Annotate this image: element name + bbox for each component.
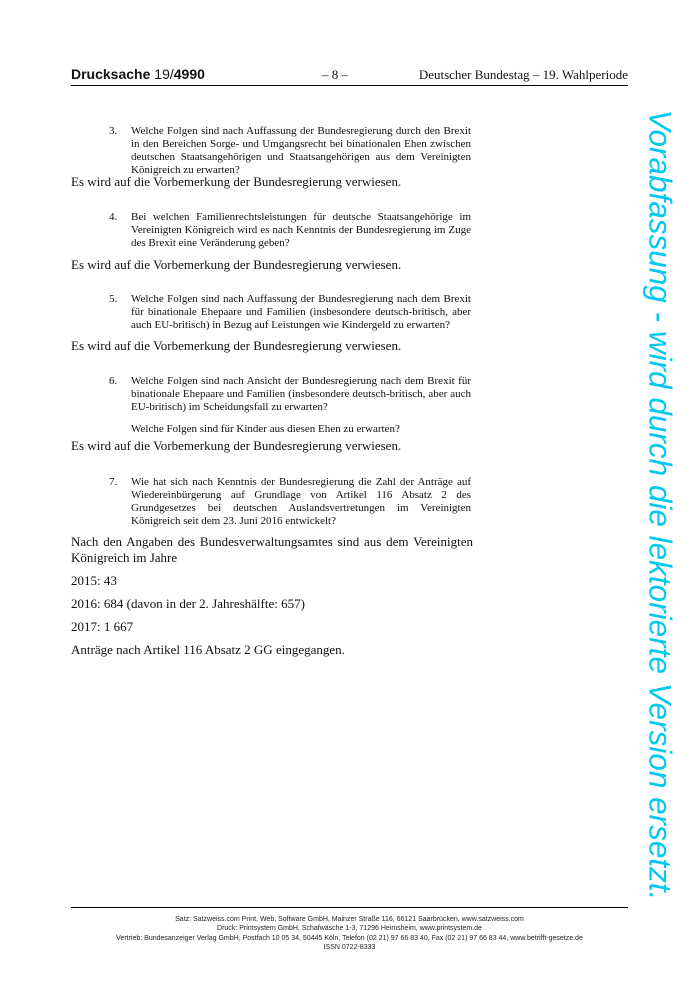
- answer-5: [71, 338, 473, 354]
- answer-intro: Nach den Angaben des Bundesverwaltungsamtes sind aus dem Vereinigten Königreich im Jahre: [71, 534, 473, 565]
- question-text: Welche Folgen sind nach Ansicht der Bundesregierung nach dem Brexit für binationale Ehepaare und Familien (insbesondere deutsch-britisch, aber auch EU-britisch) im Scheidungsfall zu erwarten?: [131, 375, 471, 413]
- question-followup: Welche Folgen sind für Kinder aus diesen Ehen zu erwarten?: [131, 423, 400, 435]
- answer-text: Es wird auf die Vorbemerkung der Bundesregierung verwiesen.: [71, 257, 402, 272]
- answer-outro: Anträge nach Artikel 116 Absatz 2 GG eingegangen.: [71, 642, 345, 657]
- question-5: [109, 293, 471, 332]
- answer-7: [71, 534, 473, 658]
- parliament-label: Deutscher Bundestag – 19. Wahlperiode: [418, 67, 628, 82]
- document-id: [71, 66, 205, 82]
- page-header: [71, 66, 628, 86]
- doc-number: 4990: [173, 66, 205, 82]
- answer-text: Es wird auf die Vorbemerkung der Bundesregierung verwiesen.: [71, 174, 402, 189]
- question-number: 6.: [109, 375, 118, 387]
- question-text: Welche Folgen sind nach Auffassung der Bundesregierung nach dem Brexit für binationale Ehepaare und Familien (insbesondere deutsch-britisch, aber auch EU-britisch) in Bezug auf Leistungen wie Kindergeld zu erwarten?: [131, 293, 471, 331]
- question-3: [109, 125, 471, 177]
- header-divider: [71, 85, 628, 86]
- question-number: 7.: [109, 476, 118, 488]
- answer-year-2017: 2017: 1 667: [71, 619, 134, 634]
- footer-distribution: Vertrieb: Bundesanzeiger Verlag GmbH, Postfach 10 05 34, 50445 Köln, Telefon (02 21) 97 66 83 40, Fax (02 21) 97 66 83 44, www.betrifft-gesetze.de: [116, 934, 583, 942]
- footer-printing: Druck: Printsystem GmbH, Schafwäsche 1-3, 71296 Heimsheim, www.printsystem.de: [217, 925, 482, 933]
- page-footer: [71, 915, 628, 953]
- answer-3: [71, 174, 473, 190]
- question-number: 3.: [109, 125, 118, 137]
- question-7: [109, 476, 471, 528]
- doc-label: Drucksache: [71, 66, 151, 82]
- footer-divider: [71, 907, 628, 908]
- answer-text: Es wird auf die Vorbemerkung der Bundesregierung verwiesen.: [71, 438, 402, 453]
- question-text: Welche Folgen sind nach Auffassung der Bundesregierung durch den Brexit in den Bereichen Sorge- und Umgangsrecht bei binationalen Ehen zwischen deutschen Staatsangehörigen und Staatsangehörigen aus dem Vereinigten Königreich zu erwarten?: [131, 125, 471, 176]
- footer-issn: ISSN 0722-8333: [323, 944, 376, 952]
- doc-number-prefix: 19/: [154, 66, 174, 82]
- answer-6: [71, 438, 473, 454]
- question-6: [109, 375, 471, 436]
- question-4: [109, 211, 471, 250]
- question-number: 5.: [109, 293, 118, 305]
- answer-text: Es wird auf die Vorbemerkung der Bundesregierung verwiesen.: [71, 338, 402, 353]
- answer-year-2016: 2016: 684 (davon in der 2. Jahreshälfte: 657): [71, 596, 305, 611]
- page-number: – 8 –: [322, 67, 348, 82]
- question-text: Bei welchen Familienrechtsleistungen für deutsche Staatsangehörige im Vereinigten Königreich wird es nach Kenntnis der Bundesregierung im Zuge des Brexit eine Veränderung geben?: [131, 211, 471, 249]
- question-number: 4.: [109, 211, 118, 223]
- answer-year-2015: 2015: 43: [71, 573, 117, 588]
- footer-typesetting: Satz: Satzweiss.com Print, Web, Software GmbH, Mainzer Straße 116, 66121 Saarbrücken, www.satzweiss.com: [175, 916, 524, 923]
- question-text: Wie hat sich nach Kenntnis der Bundesregierung die Zahl der Anträge auf Wiedereinbürgerung auf Grundlage von Artikel 116 Absatz 2 des Grundgesetzes bei deutschen Auslandsvertretungen im Vereinigten Königreich seit dem 23. Juni 2016 entwickelt?: [131, 476, 471, 527]
- watermark-text: Vorabfassung - wird durch die lektorierte Version ersetzt.: [642, 109, 679, 901]
- draft-watermark: [640, 110, 680, 900]
- answer-4: [71, 257, 473, 273]
